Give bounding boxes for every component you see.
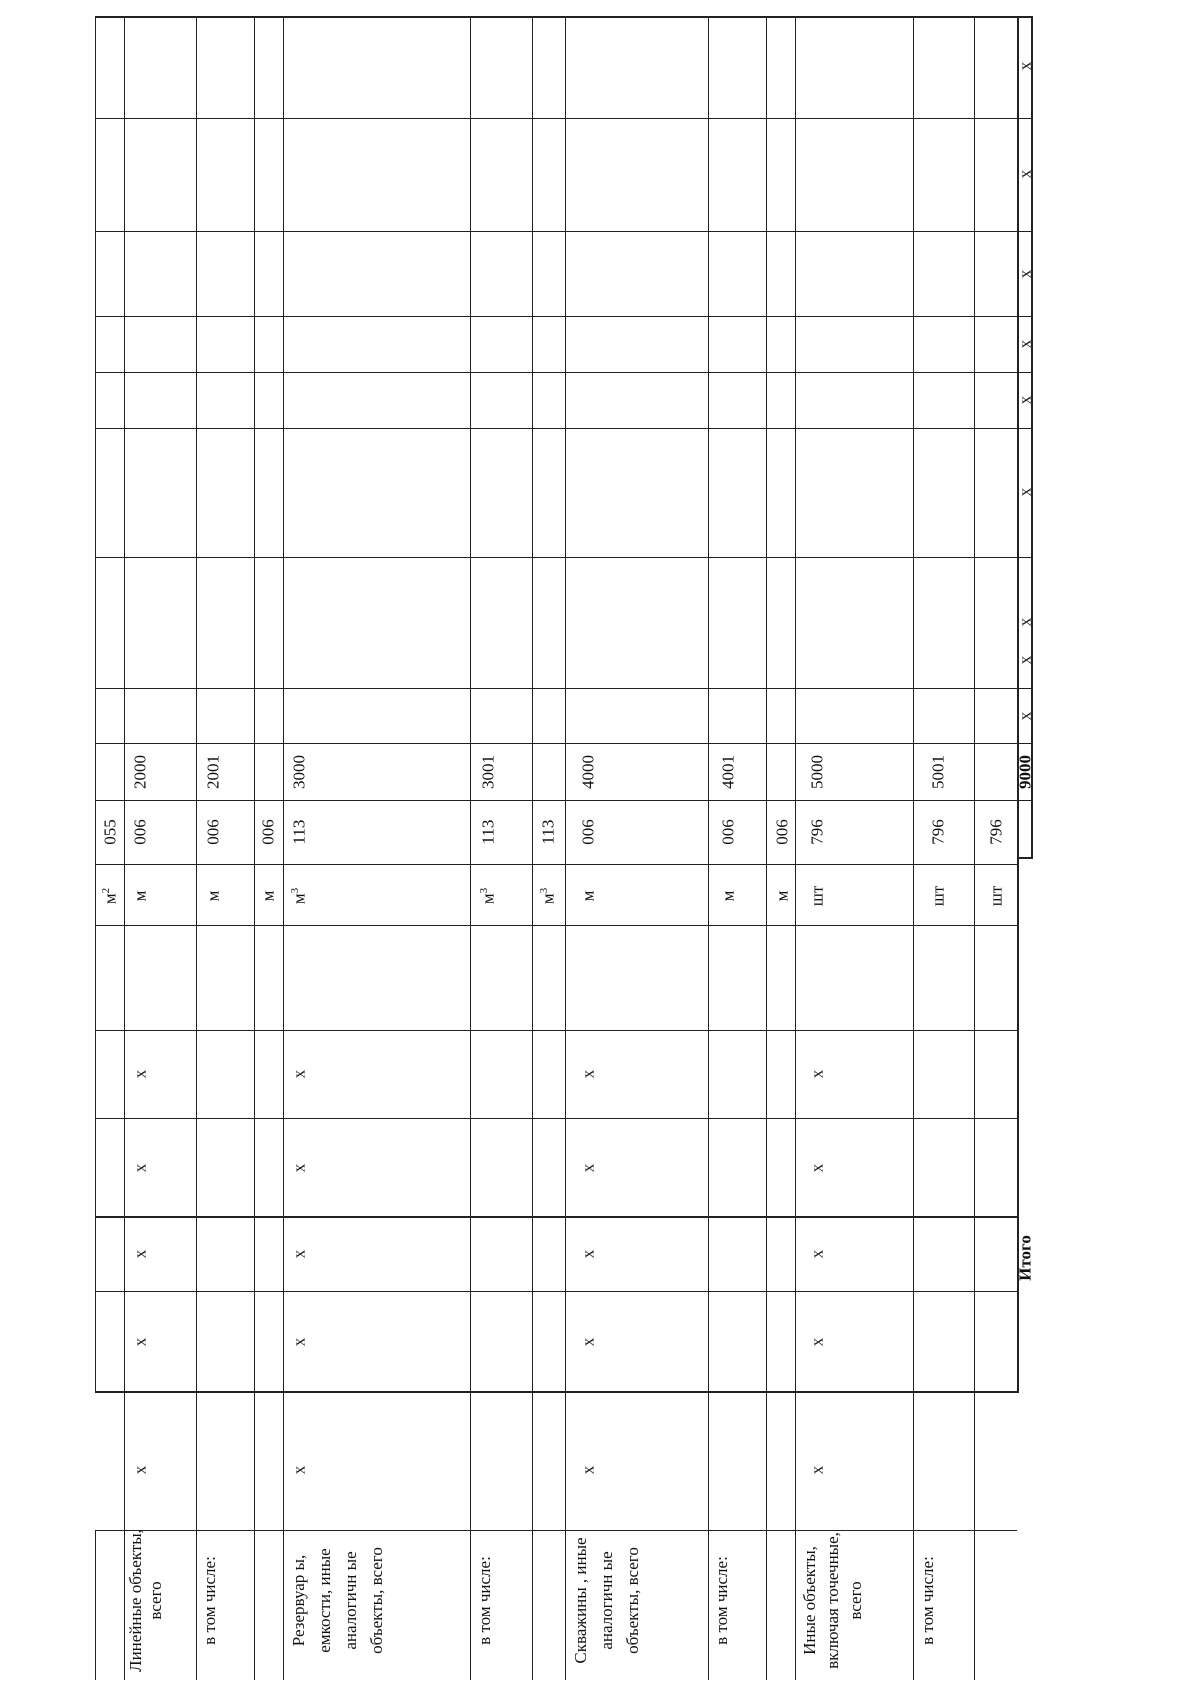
row-line-v: [254, 16, 255, 1680]
cross-mark: x: [807, 1249, 827, 1259]
grid-line-h: [95, 118, 1033, 119]
total-row-line: [1017, 16, 1019, 1393]
grid-line-h: [95, 372, 1033, 373]
row-line-v: [766, 16, 767, 1680]
line-code: 5001: [928, 755, 948, 789]
row-label-text: в том числе:: [475, 1556, 494, 1645]
unit-text: м: [478, 893, 498, 905]
cross-mark: x: [289, 1465, 309, 1475]
row-label-including: [918, 1523, 938, 1678]
grid-line-h: [95, 428, 1033, 429]
grid-line-h: [95, 1118, 1017, 1119]
unit-m: м: [718, 890, 738, 902]
grid-line-h: [95, 1030, 1017, 1031]
cross-mark: x: [807, 1337, 827, 1347]
line-code: 4001: [718, 755, 738, 789]
row-label-text: в том числе:: [712, 1556, 731, 1645]
line-code: 3001: [478, 755, 498, 789]
unit-code: 796: [986, 819, 1006, 845]
unit-m3: [539, 888, 558, 904]
unit-m3: [290, 888, 309, 904]
unit-code: 006: [578, 819, 598, 845]
total-cross-mark: x: [1015, 487, 1035, 497]
unit-superscript: 3: [477, 887, 490, 894]
total-label: Итого: [1015, 1235, 1035, 1281]
unit-m: м: [772, 890, 792, 902]
unit-sht: шт: [928, 885, 948, 907]
cross-mark: x: [130, 1249, 150, 1259]
line-code: 2001: [203, 755, 223, 789]
cross-mark: x: [130, 1163, 150, 1173]
unit-code: 006: [258, 819, 278, 845]
cross-mark: x: [578, 1337, 598, 1347]
cross-mark: x: [807, 1069, 827, 1079]
total-block-top: [95, 1216, 1017, 1218]
grid-line-h: [95, 1291, 1017, 1292]
total-cross-mark: x: [1015, 711, 1035, 721]
cross-mark: x: [289, 1249, 309, 1259]
row-label-including: [475, 1523, 495, 1678]
row-label-text: , иные аналогичн ые объекты, всего: [571, 1537, 642, 1654]
unit-m: м: [203, 890, 223, 902]
unit-sht: шт: [807, 885, 827, 907]
grid-line-h: [95, 1530, 1017, 1531]
row-label-text: Скважины: [571, 1587, 590, 1664]
grid-line-h: [95, 800, 1033, 801]
total-cross-mark: x: [1015, 169, 1035, 179]
unit-m: м: [130, 890, 150, 902]
unit-code: 113: [478, 819, 498, 845]
cross-mark: x: [807, 1465, 827, 1475]
row-line-v: [565, 16, 566, 1680]
unit-code: 113: [538, 819, 558, 845]
row-line-v: [283, 16, 284, 1680]
table-right-border: [1031, 16, 1033, 859]
row-line-v: [124, 16, 125, 1680]
row-line-v: [795, 16, 796, 1680]
line-code: 2000: [130, 755, 150, 789]
row-label-text: в том числе:: [918, 1556, 937, 1645]
row-label-including: [200, 1523, 220, 1678]
unit-code: 006: [203, 819, 223, 845]
total-cross-mark: x: [1015, 655, 1035, 665]
unit-code: 006: [130, 819, 150, 845]
unit-superscript: 3: [288, 887, 301, 894]
row-label-text: Линейные объекты, всего: [126, 1529, 165, 1672]
cross-mark: x: [578, 1249, 598, 1259]
total-row-bottom-border: [1017, 857, 1032, 859]
unit-code: 055: [100, 819, 120, 845]
unit-m2: [101, 888, 120, 904]
row-label-reservoirs-total: [286, 1523, 390, 1678]
unit-superscript: 3: [537, 887, 550, 894]
row-line-v: [470, 16, 471, 1680]
grid-line-h: [95, 864, 1017, 865]
row-line-v: [913, 16, 914, 1680]
row-line-v: [708, 16, 709, 1680]
line-code: 3000: [289, 755, 309, 789]
cross-mark: x: [130, 1337, 150, 1347]
unit-code: 796: [807, 819, 827, 845]
row-label-other-total: [798, 1523, 867, 1678]
cross-mark: x: [289, 1337, 309, 1347]
unit-m: м: [578, 890, 598, 902]
total-block-bottom: [95, 1391, 1017, 1393]
row-label-text: Резервуар ы, емкости, иные аналогичн ые объекты, всего: [289, 1547, 386, 1654]
table-top-border: [95, 16, 1033, 18]
row-label-wells-total: [568, 1523, 646, 1678]
row-label-text: в том числе:: [200, 1556, 219, 1645]
unit-m3: [479, 888, 498, 904]
unit-text: м: [100, 893, 120, 905]
row-label-linear-total: [126, 1523, 166, 1678]
grid-line-h: [95, 688, 1033, 689]
total-cross-mark: x: [1015, 395, 1035, 405]
line-code: 4000: [578, 755, 598, 789]
total-cross-mark: x: [1015, 617, 1035, 627]
unit-text: м: [538, 893, 558, 905]
unit-code: 006: [718, 819, 738, 845]
grid-line-h: [95, 925, 1017, 926]
cross-mark: x: [130, 1069, 150, 1079]
unit-code: 113: [289, 819, 309, 845]
line-code: 5000: [807, 755, 827, 789]
cross-mark: x: [130, 1465, 150, 1475]
row-line-v: [196, 16, 197, 1680]
cross-mark: x: [807, 1163, 827, 1173]
row-label-including: [712, 1523, 732, 1678]
unit-superscript: 2: [99, 887, 112, 894]
total-cross-mark: x: [1015, 61, 1035, 71]
cross-mark: x: [578, 1163, 598, 1173]
unit-code: 006: [772, 819, 792, 845]
row-line-v: [532, 16, 533, 1680]
grid-line-h: [95, 231, 1033, 232]
grid-line-h: [95, 557, 1033, 558]
row-line-v: [95, 1530, 96, 1680]
cross-mark: x: [578, 1069, 598, 1079]
grid-line-h: [95, 743, 1033, 744]
total-cross-mark: x: [1015, 339, 1035, 349]
total-cross-mark: x: [1015, 269, 1035, 279]
cross-mark: x: [289, 1069, 309, 1079]
unit-code: 796: [928, 819, 948, 845]
cross-mark: x: [289, 1163, 309, 1173]
unit-sht: шт: [986, 885, 1006, 907]
cross-mark: x: [578, 1465, 598, 1475]
row-label-text: Иные объекты, включая точечные, всего: [800, 1532, 865, 1669]
unit-text: м: [289, 893, 309, 905]
line-code-total: 9000: [1015, 755, 1035, 789]
grid-line-h: [95, 316, 1033, 317]
row-line-v: [95, 16, 96, 1391]
unit-m: м: [258, 890, 278, 902]
row-line-v: [974, 16, 975, 1680]
